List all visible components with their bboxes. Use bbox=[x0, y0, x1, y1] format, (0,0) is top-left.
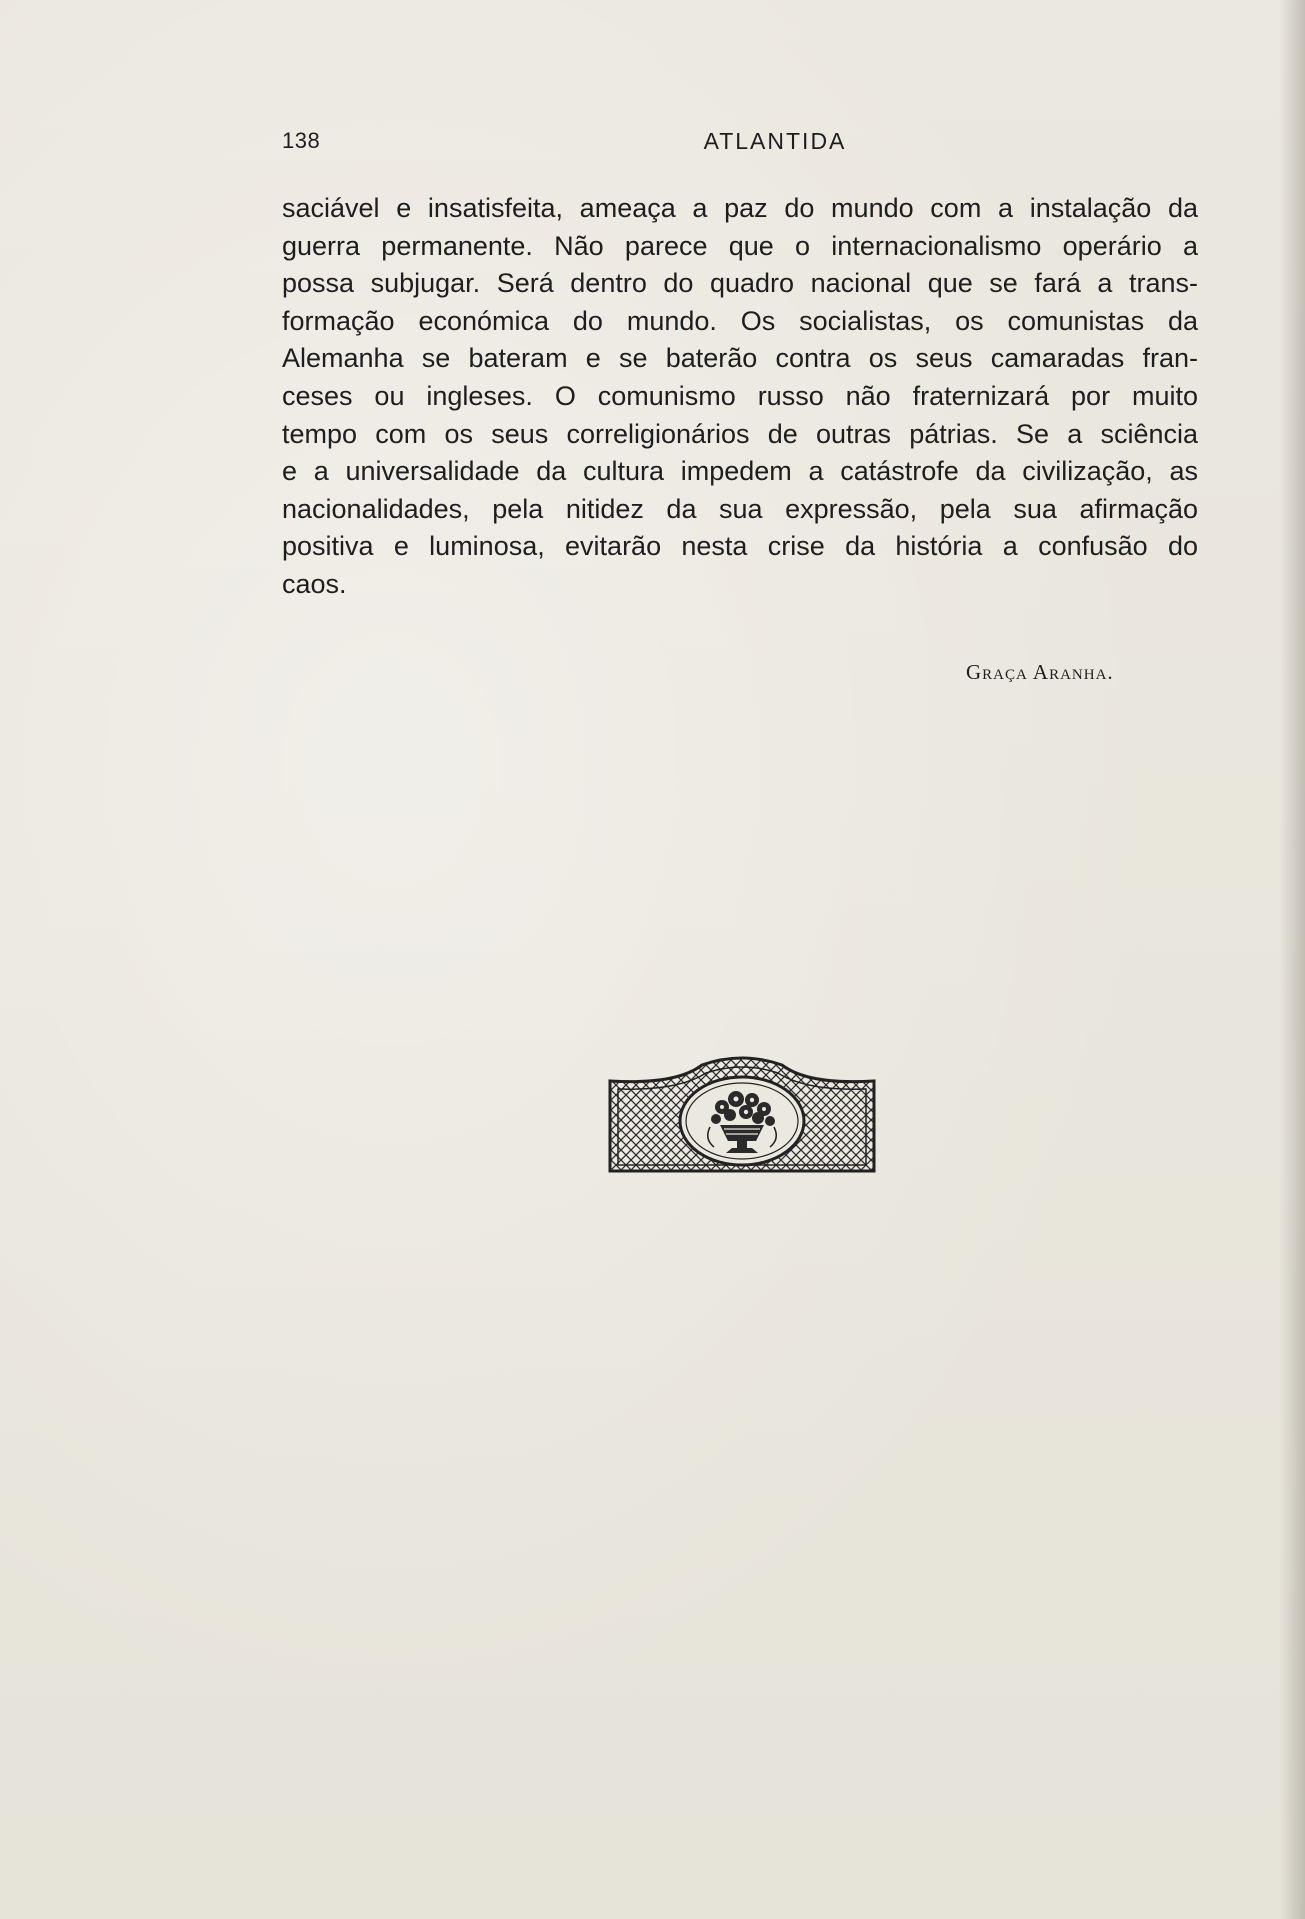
text-line: positiva e luminosa, evitarão nesta crise da história a confusão do bbox=[282, 531, 1198, 562]
page-header bbox=[282, 128, 1198, 158]
text-line: ceses ou ingleses. O comunismo russo não fraternizará por muito bbox=[282, 380, 1198, 411]
text-line: formação económica do mundo. Os socialistas, os comunistas da bbox=[282, 305, 1198, 336]
text-line: caos. bbox=[282, 568, 347, 599]
show-through-line bbox=[282, 555, 1198, 593]
show-through-texture bbox=[282, 555, 1198, 593]
text-line: guerra permanente. Não parece que o internacionalismo operário a bbox=[282, 230, 1198, 261]
page-edge-shadow bbox=[1279, 0, 1305, 1919]
body-paragraph bbox=[282, 190, 1198, 604]
page-number: 138 bbox=[282, 128, 321, 153]
text-line: tempo com os seus correligionários de outras pátrias. Se a sciência bbox=[282, 418, 1198, 449]
running-title: ATLANTIDA bbox=[703, 128, 847, 154]
text-line: Alemanha se bateram e se baterão contra os seus camaradas fran- bbox=[282, 343, 1198, 374]
text-line: possa subjugar. Será dentro do quadro nacional que se fará a trans- bbox=[282, 268, 1198, 299]
text-line: e a universalidade da cultura impedem a catástrofe da civilização, as bbox=[282, 456, 1198, 487]
text-line: saciável e insatisfeita, ameaça a paz do mundo com a instalação da bbox=[282, 193, 1198, 223]
author-signature: Graça Aranha. bbox=[966, 660, 1114, 684]
text-line: nacionalidades, pela nitidez da sua expressão, pela sua afirmação bbox=[282, 493, 1198, 524]
flower-basket-vignette-icon bbox=[606, 1055, 878, 1175]
